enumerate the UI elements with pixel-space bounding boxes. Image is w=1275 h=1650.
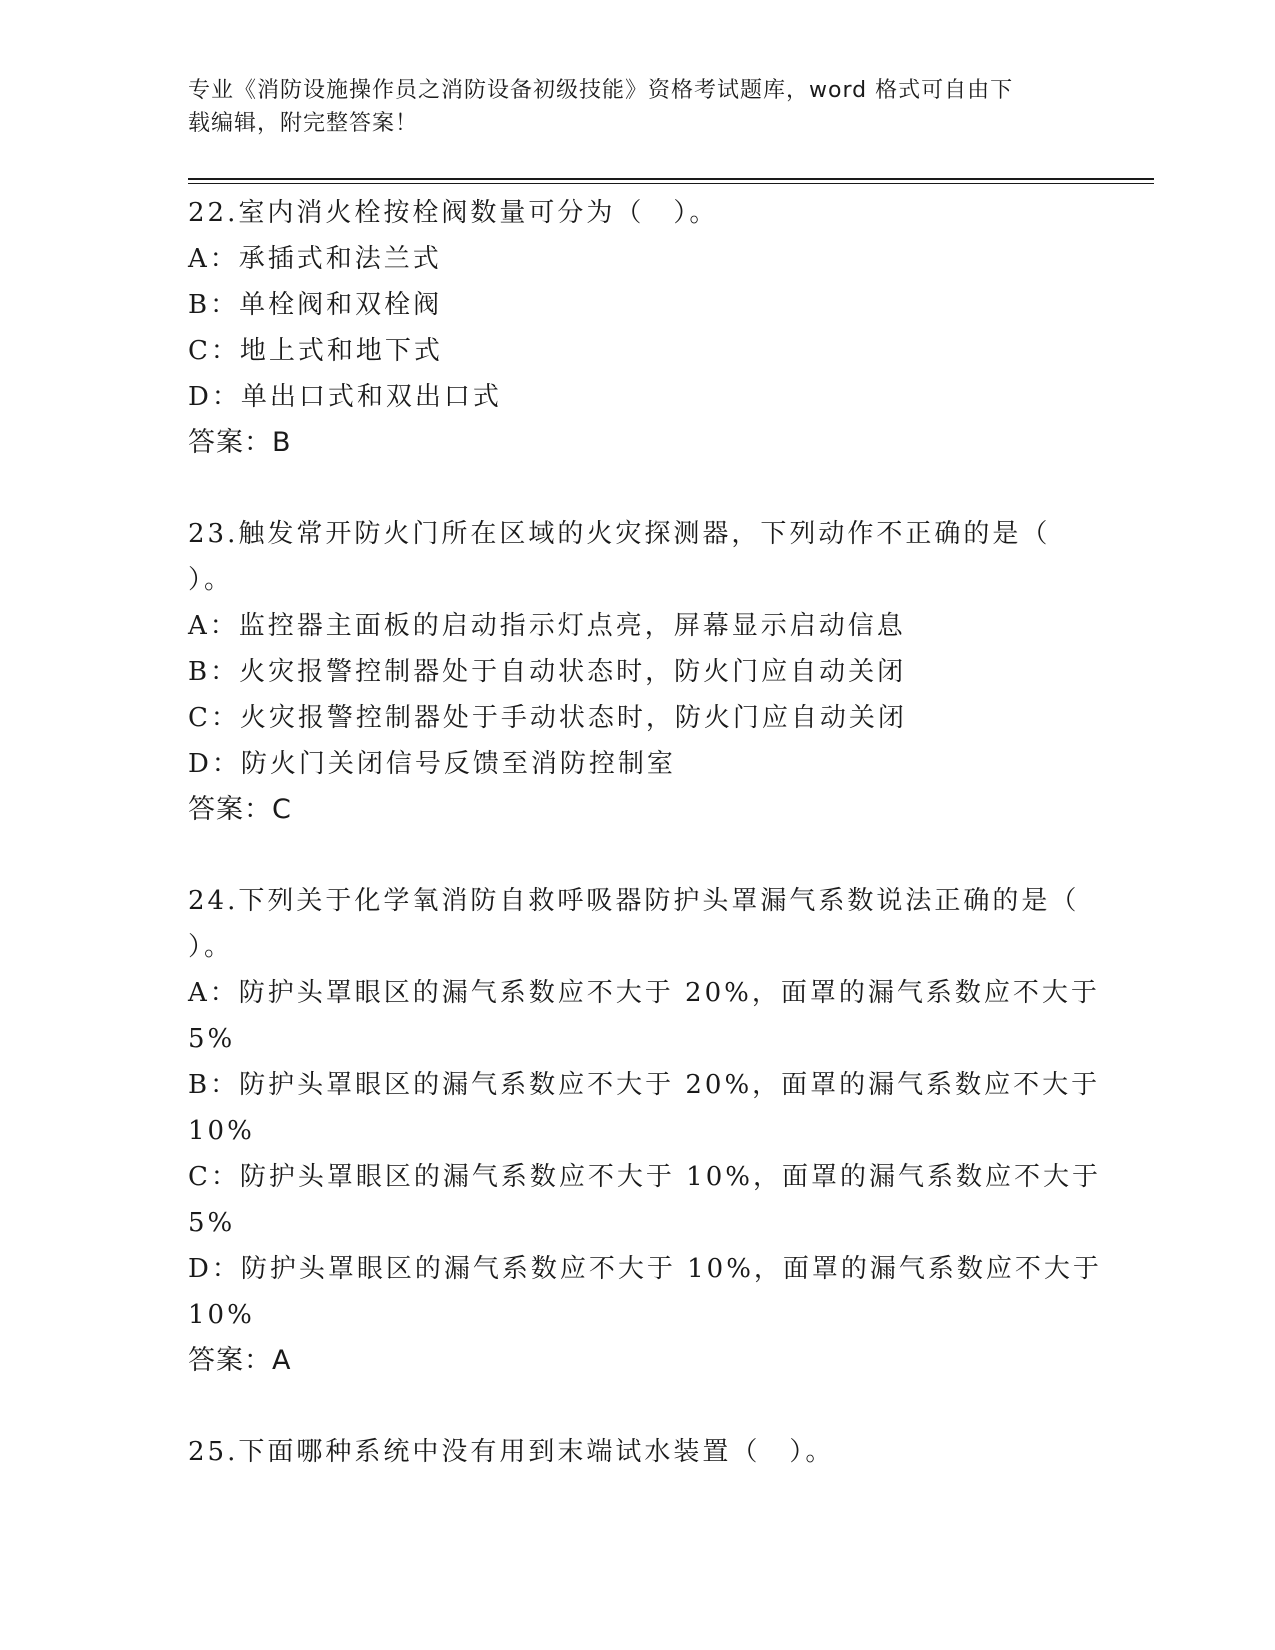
option-text: 10%: [188, 1300, 255, 1330]
option-text: 10%: [188, 1116, 255, 1146]
option-text: D：防火门关闭信号反馈至消防控制室: [188, 749, 676, 779]
answer-line: [188, 420, 1088, 466]
header-divider-thin: [188, 183, 1154, 184]
answer-value: B: [272, 427, 292, 458]
answer-value: A: [272, 1345, 292, 1376]
option-text: 5%: [188, 1208, 236, 1238]
question-block: [188, 878, 1102, 1384]
option-text: A：承插式和法兰式: [188, 244, 442, 274]
header-line-2: 载编辑，附完整答案！: [188, 111, 419, 136]
question-stem: ）。: [188, 565, 234, 595]
header-divider-thick: [188, 178, 1154, 180]
question-block: [188, 190, 1088, 466]
option-text: A：防护头罩眼区的漏气系数应不大于 20%，面罩的漏气系数应不大于: [188, 978, 1100, 1008]
question-stem: 24.下列关于化学氧消防自救呼吸器防护头罩漏气系数说法正确的是（: [188, 886, 1080, 916]
answer-label: 答案：: [188, 427, 272, 458]
option-text: C：防护头罩眼区的漏气系数应不大于 10%，面罩的漏气系数应不大于: [188, 1162, 1101, 1192]
question-block: [188, 511, 1088, 833]
option-text: 5%: [188, 1024, 236, 1054]
option-text: B：火灾报警控制器处于自动状态时，防火门应自动关闭: [188, 657, 907, 687]
option-text: C：火灾报警控制器处于手动状态时，防火门应自动关闭: [188, 703, 907, 733]
option-text: B：防护头罩眼区的漏气系数应不大于 20%，面罩的漏气系数应不大于: [188, 1070, 1101, 1100]
answer-line: [188, 1338, 1088, 1384]
question-stem: 25.下面哪种系统中没有用到末端试水装置（ ）。: [188, 1437, 835, 1467]
question-list: [188, 190, 1102, 1520]
document-header: [188, 74, 1068, 140]
option-text: C：地上式和地下式: [188, 336, 443, 366]
question-stem: 23.触发常开防火门所在区域的火灾探测器，下列动作不正确的是（: [188, 519, 1051, 549]
answer-line: [188, 787, 1088, 833]
answer-label: 答案：: [188, 1345, 272, 1376]
option-text: A：监控器主面板的启动指示灯点亮，屏幕显示启动信息: [188, 611, 906, 641]
option-text: D：单出口式和双出口式: [188, 382, 502, 412]
option-text: D：防护头罩眼区的漏气系数应不大于 10%，面罩的漏气系数应不大于: [188, 1254, 1102, 1284]
answer-value: C: [272, 794, 292, 825]
question-stem: 22.室内消火栓按栓阀数量可分为（ ）。: [188, 198, 719, 228]
option-text: B：单栓阀和双栓阀: [188, 290, 443, 320]
answer-label: 答案：: [188, 794, 272, 825]
question-stem: ）。: [188, 932, 234, 962]
question-block: [188, 1429, 1088, 1475]
header-line-1: 专业《消防设施操作员之消防设备初级技能》资格考试题库，word 格式可自由下: [188, 78, 1014, 103]
